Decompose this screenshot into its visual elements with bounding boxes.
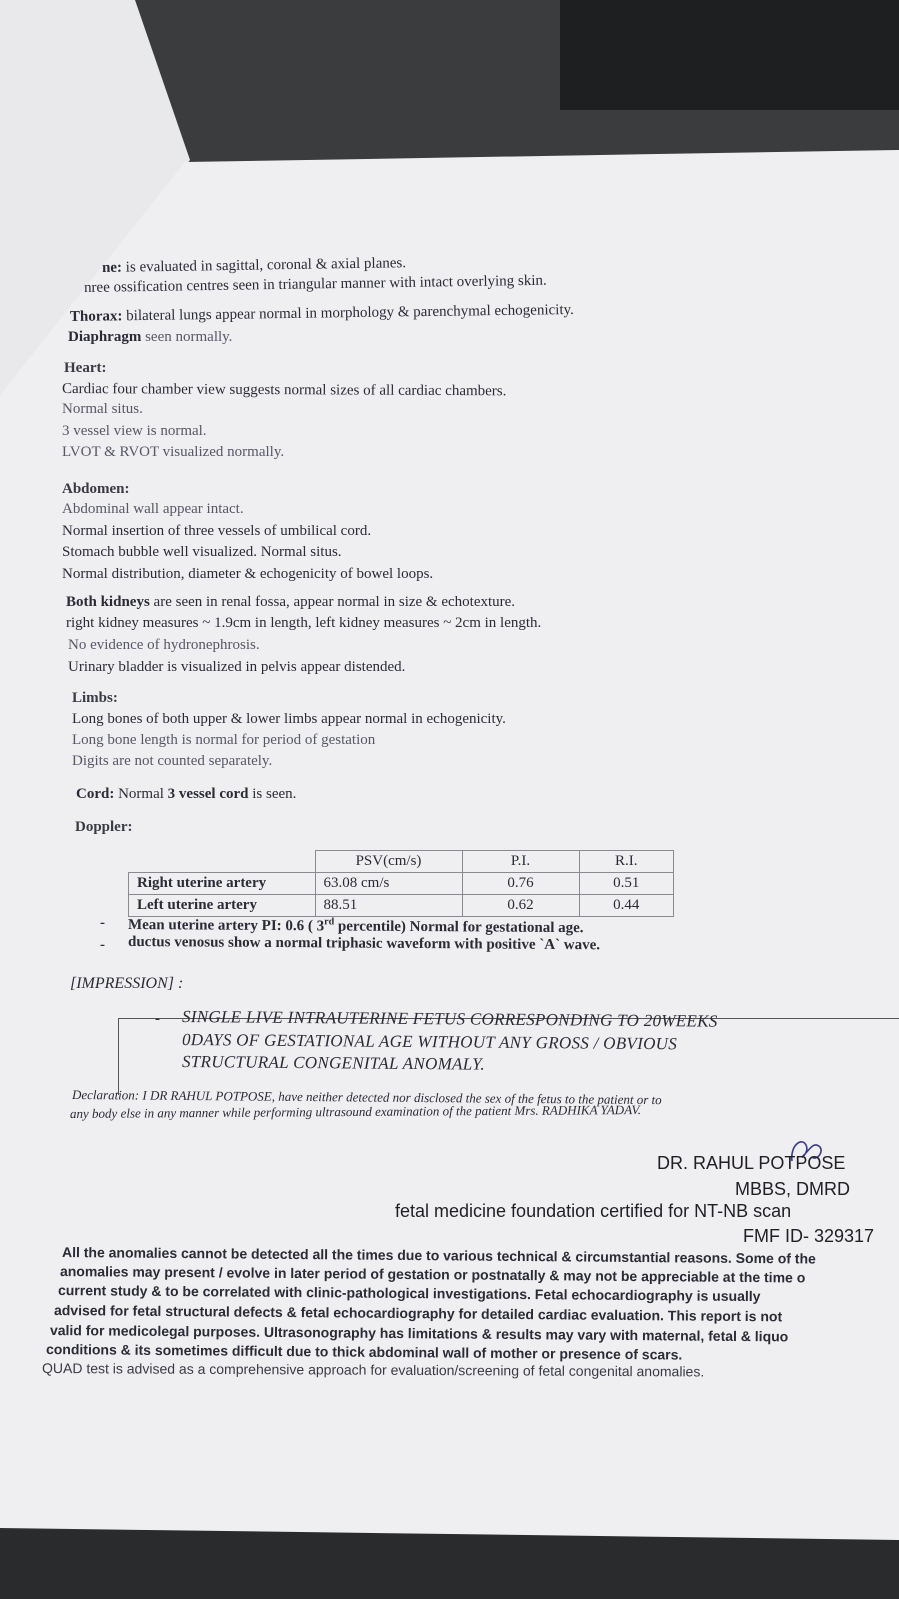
doppler-bullet: - bbox=[100, 915, 105, 931]
thorax-text: bilateral lungs appear normal in morphology & parenchymal echogenicity. bbox=[126, 301, 574, 325]
limbs-line: Digits are not counted separately. bbox=[72, 753, 273, 769]
heart-line: Normal situs. bbox=[62, 401, 143, 417]
impression-bullet: - bbox=[155, 1011, 160, 1027]
table-cell: Left uterine artery bbox=[129, 895, 316, 917]
doppler-heading: Doppler: bbox=[75, 819, 133, 835]
table-header-cell: R.I. bbox=[579, 851, 674, 873]
abdomen-line: Normal distribution, diameter & echogenicity of bowel loops. bbox=[62, 566, 434, 582]
thorax-line bbox=[70, 301, 574, 326]
cord-text: Normal bbox=[118, 786, 164, 802]
heart-line: 3 vessel view is normal. bbox=[62, 423, 207, 439]
kidneys-text: are seen in renal fossa, appear normal in size & echotexture. bbox=[153, 594, 516, 610]
diaphragm-text: seen normally. bbox=[145, 329, 233, 345]
limbs-line: Long bones of both upper & lower limbs appear normal in echogenicity. bbox=[72, 711, 506, 727]
fmf-id: FMF ID- 329317 bbox=[743, 1226, 875, 1246]
note-pi-text: Mean uterine artery PI: 0.6 ( 3 bbox=[127, 917, 325, 935]
disclaimer-line: advised for fetal structural defects & fetal echocardiography for detailed cardiac evaluation. This report is not bbox=[53, 1302, 783, 1325]
abdomen-heading: Abdomen: bbox=[62, 481, 130, 497]
disclaimer-line: conditions & its sometimes difficult due to thick abdominal wall of mother or presence of scars. bbox=[45, 1341, 683, 1363]
spine-text: is evaluated in sagittal, coronal & axial planes. bbox=[125, 255, 407, 276]
table-cell: 88.51 bbox=[315, 895, 462, 917]
table-cell: Right uterine artery bbox=[129, 873, 316, 895]
heart-heading: Heart: bbox=[64, 360, 107, 376]
abdomen-line: Abdominal wall appear intact. bbox=[62, 501, 244, 517]
diaphragm-line bbox=[68, 328, 232, 346]
spine-label: ne: bbox=[101, 259, 123, 276]
declaration-line: Declaration: I DR RAHUL POTPOSE, have neither detected nor disclosed the sex of the fetus to the patient or to bbox=[71, 1087, 662, 1108]
doppler-table bbox=[128, 850, 674, 917]
abdomen-line: Normal insertion of three vessels of umbilical cord. bbox=[62, 523, 372, 539]
heart-line: Cardiac four chamber view suggests normal sizes of all cardiac chambers. bbox=[61, 381, 507, 400]
doctor-certification: fetal medicine foundation certified for NT-NB scan bbox=[395, 1201, 792, 1221]
impression-line: 0DAYS OF GESTATIONAL AGE WITHOUT ANY GROSS / OBVIOUS bbox=[181, 1030, 678, 1054]
spine-line-1 bbox=[102, 254, 406, 277]
doctor-degree: MBBS, DMRD bbox=[735, 1179, 851, 1199]
thorax-label: Thorax: bbox=[69, 308, 123, 325]
disclaimer-line: All the anomalies cannot be detected all the times due to various technical & circumstantial reasons. Some of the bbox=[61, 1244, 816, 1267]
table-header-row bbox=[129, 851, 674, 873]
kidneys-label: Both kidneys bbox=[66, 594, 150, 610]
impression-line: STRUCTURAL CONGENITAL ANOMALY. bbox=[181, 1052, 486, 1074]
note-pi-superscript: rd bbox=[324, 916, 335, 928]
declaration-line: any body else in any manner while performing ultrasound examination of the patient Mrs. RADHIKA YADAV. bbox=[69, 1102, 642, 1121]
limbs-heading: Limbs: bbox=[72, 690, 118, 706]
kidney-line: No evidence of hydronephrosis. bbox=[68, 637, 260, 653]
abdomen-line: Stomach bubble well visualized. Normal situs. bbox=[62, 544, 342, 560]
note-pi-text-end: percentile) Normal for gestational age. bbox=[334, 918, 584, 937]
cord-text-end: is seen. bbox=[252, 786, 297, 802]
cord-line bbox=[76, 785, 296, 803]
cord-label: Cord: bbox=[76, 786, 115, 802]
kidney-line: Urinary bladder is visualized in pelvis appear distended. bbox=[68, 659, 406, 675]
cord-bold: 3 vessel cord bbox=[167, 786, 249, 802]
kidneys-line bbox=[66, 593, 515, 611]
impression-heading: [IMPRESSION] : bbox=[70, 975, 184, 992]
impression-line: SINGLE LIVE INTRAUTERINE FETUS CORRESPONDING TO 20WEEKS bbox=[181, 1007, 718, 1031]
disclaimer-line: current study & to be correlated with clinic-pathological investigations. Fetal echocardiography is usually bbox=[57, 1282, 761, 1305]
table-cell: 0.76 bbox=[462, 873, 579, 895]
table-header-cell: PSV(cm/s) bbox=[315, 851, 462, 873]
limbs-line: Long bone length is normal for period of gestation bbox=[72, 732, 376, 748]
table-header-cell: P.I. bbox=[462, 851, 579, 873]
spine-line-2: nree ossification centres seen in triangular manner with intact overlying skin. bbox=[83, 272, 547, 296]
kidney-line: right kidney measures ~ 1.9cm in length, left kidney measures ~ 2cm in length. bbox=[66, 615, 542, 631]
doctor-name: DR. RAHUL POTPOSE bbox=[657, 1153, 846, 1173]
disclaimer-line: QUAD test is advised as a comprehensive approach for evaluation/screening of fetal congenital anomalies. bbox=[41, 1360, 705, 1380]
table-cell: 0.44 bbox=[579, 895, 674, 917]
doppler-bullet: - bbox=[100, 937, 105, 953]
diaphragm-label: Diaphragm bbox=[68, 329, 142, 345]
table-cell: 0.62 bbox=[462, 895, 579, 917]
table-cell: 0.51 bbox=[579, 873, 674, 895]
table-cell: 63.08 cm/s bbox=[315, 873, 462, 895]
table-row bbox=[129, 873, 674, 895]
heart-line: LVOT & RVOT visualized normally. bbox=[62, 444, 285, 460]
table-header-cell bbox=[129, 851, 316, 873]
disclaimer-line: valid for medicolegal purposes. Ultrasonography has limitations & results may vary with maternal, fetal & liquo bbox=[49, 1322, 789, 1345]
doppler-note-dv: ductus venosus show a normal triphasic waveform with positive `A` wave. bbox=[127, 934, 601, 954]
disclaimer-line: anomalies may present / evolve in later period of gestation or postnatally & may not be appreciable at the time o bbox=[59, 1263, 806, 1286]
